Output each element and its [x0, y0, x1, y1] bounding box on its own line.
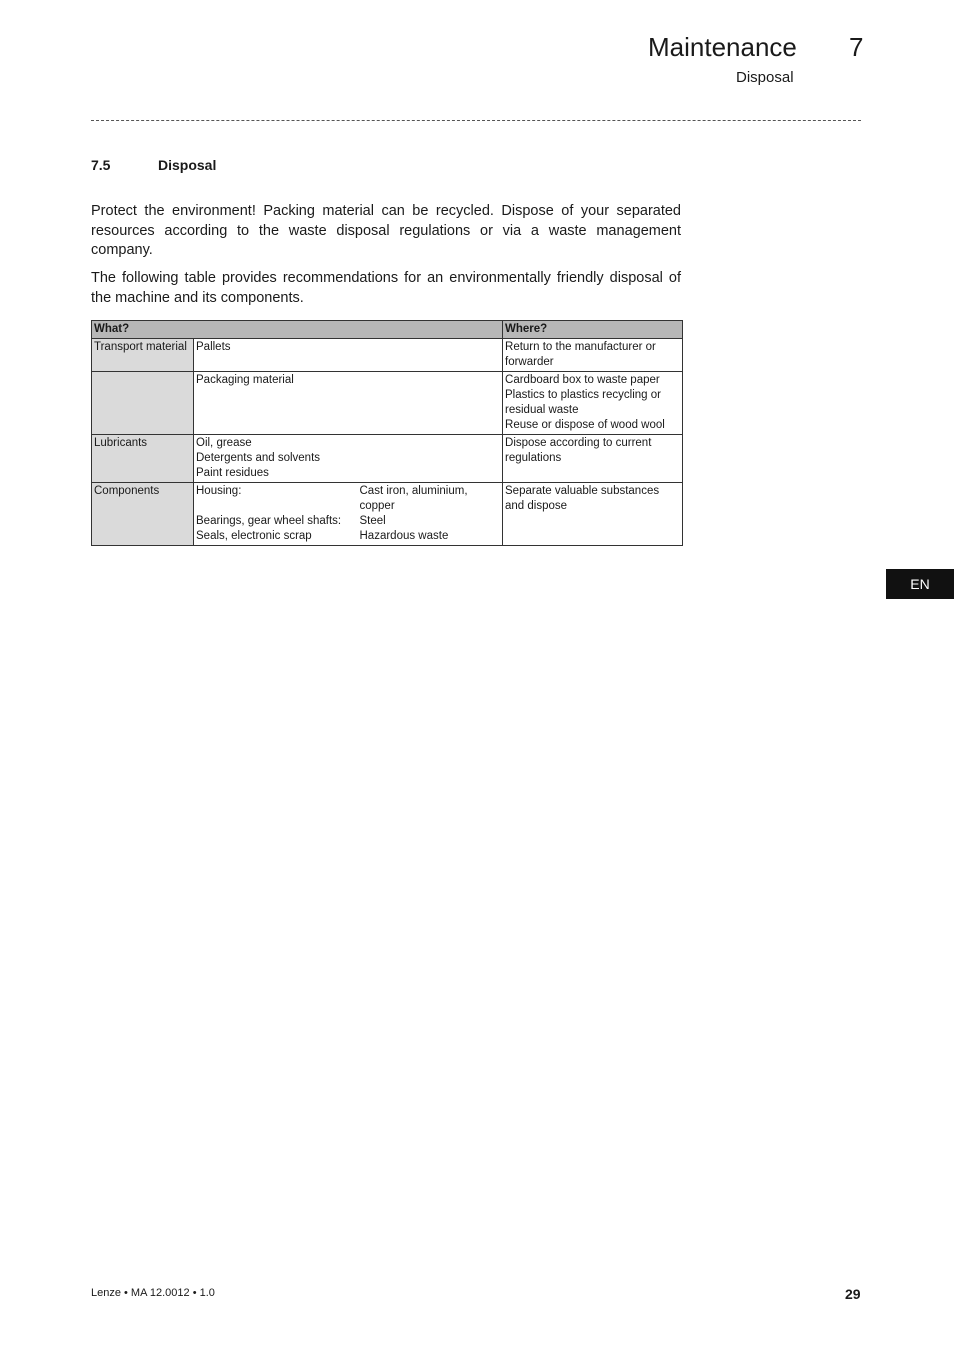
category-cell	[92, 339, 194, 372]
item-cell	[194, 339, 503, 372]
header-where: Where?	[503, 321, 683, 339]
footer-document-id: Lenze • MA 12.0012 • 1.0	[91, 1287, 215, 1299]
table-row	[92, 372, 683, 435]
section-subheader: Disposal	[736, 69, 794, 86]
item-cell	[194, 435, 503, 483]
language-tab[interactable]: EN	[886, 569, 954, 599]
item-label: Paint residues	[196, 467, 269, 479]
material-label: Steel	[359, 515, 386, 527]
table-header-row	[92, 321, 683, 339]
header-divider	[91, 120, 861, 121]
chapter-number: 7	[849, 32, 864, 62]
where-cell	[503, 372, 683, 435]
table-intro-paragraph: The following table provides recommendations for an environmentally friendly disposal of the machine and its components.	[91, 270, 681, 306]
item-label: Housing:	[196, 485, 242, 497]
where-cell	[503, 435, 683, 483]
category-cell	[92, 435, 194, 483]
where-label: Return to the manufacturer or forwarder	[505, 341, 656, 368]
category-cell	[92, 372, 194, 435]
where-label: Separate valuable substances and dispose	[505, 485, 660, 512]
category-label: Lubricants	[94, 437, 148, 449]
material-label: Cast iron, aluminium, copper	[359, 485, 468, 512]
category-label: Transport material	[94, 341, 187, 353]
category-label: Components	[94, 485, 160, 497]
page-number: 29	[845, 1286, 861, 1302]
where-cell	[503, 483, 683, 546]
section-number: 7.5	[91, 157, 111, 173]
where-label: Plastics to plastics recycling or residual waste	[505, 389, 661, 416]
category-cell	[92, 483, 194, 546]
item-cell	[194, 483, 358, 546]
item-cell	[194, 372, 503, 435]
disposal-table	[91, 320, 683, 546]
item-spacer	[196, 499, 356, 514]
where-label: Cardboard box to waste paper	[505, 374, 660, 386]
chapter-title: Maintenance	[648, 32, 797, 62]
material-cell	[358, 483, 503, 546]
where-label: Dispose according to current regulations	[505, 437, 652, 464]
table-row	[92, 339, 683, 372]
where-cell	[503, 339, 683, 372]
table-row	[92, 483, 683, 546]
item-label: Seals, electronic scrap	[196, 530, 312, 542]
item-label: Pallets	[196, 341, 231, 353]
table-row	[92, 435, 683, 483]
intro-paragraph: Protect the environment! Packing material can be recycled. Dispose of your separated resources according to the waste disposal regulations or via a waste management company.	[91, 203, 681, 258]
where-label: Reuse or dispose of wood wool	[505, 419, 665, 431]
item-label: Packaging material	[196, 374, 294, 386]
material-label: Hazardous waste	[359, 530, 449, 542]
item-label: Oil, grease	[196, 437, 252, 449]
section-title: Disposal	[158, 157, 217, 173]
item-label: Detergents and solvents	[196, 452, 321, 464]
header-what: What?	[92, 321, 503, 339]
item-label: Bearings, gear wheel shafts:	[196, 515, 342, 527]
